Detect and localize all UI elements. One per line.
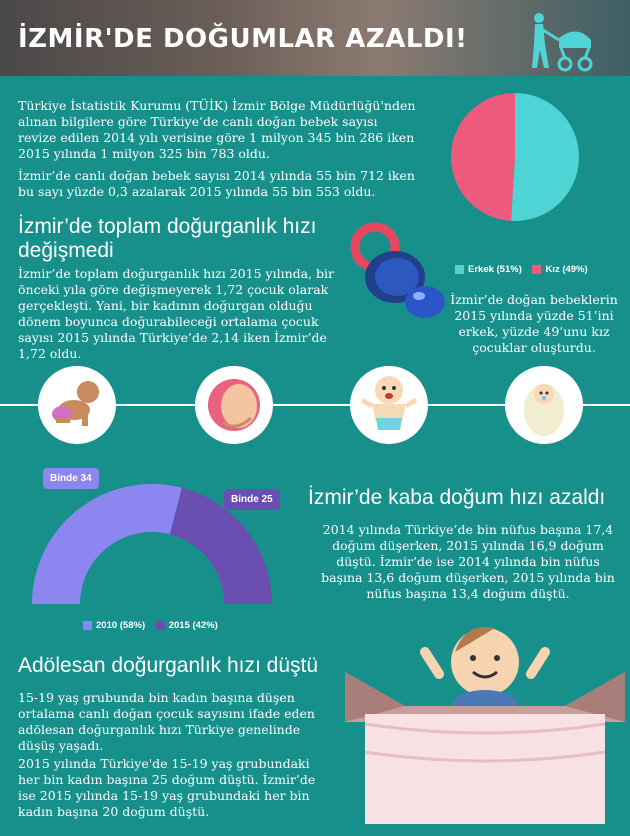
header-banner — [0, 0, 630, 76]
adolescent-heading: Adölesan doğurganlık hızı düştü — [18, 654, 319, 677]
crawling-baby-icon — [38, 366, 116, 444]
adolescent-paragraph-2: 2015 yılında Türkiye'de 15-19 yaş grubundaki her bin kadın başına 25 doğum düştü. İzmir’de ise 2015 yılında 15-19 yaş grubundaki her bin kadın başına 20 doğum düştü. — [18, 756, 316, 819]
gender-paragraph: İzmir’de doğan bebeklerin 2015 yılında yüzde 51’ini erkek, yüzde 49’unu kız çocuklar oluşturdu. — [450, 292, 618, 355]
pregnant-belly-icon — [195, 366, 273, 444]
donut-segment-2010 — [32, 484, 182, 604]
legend-label: Kız (49%) — [545, 264, 588, 275]
swaddled-baby-icon — [505, 366, 583, 444]
legend-swatch — [532, 265, 541, 274]
legend-item-2015 — [156, 620, 218, 631]
legend-item-erkek — [455, 264, 522, 275]
donut-legend — [83, 620, 218, 631]
legend-label: Erkek (51%) — [468, 264, 522, 275]
gender-pie-chart — [450, 92, 580, 222]
callout-2015: Binde 25 — [224, 489, 280, 510]
swaddled-baby-circle — [505, 366, 583, 444]
fertility-paragraph: İzmir’de toplam doğurganlık hızı 2015 yılında, bir önceki yıla göre değişmeyerek 1,72 çocuk olarak gerçekleşti. Yani, bir kadının doğurgan olduğu dönem boyunca doğurabileceği ortalama çocuk sayısı 2015 yılında Türkiye’de 2,14 iken İzmir’de 1,72 oldu. — [18, 266, 334, 361]
crying-baby-icon — [350, 366, 428, 444]
pacifier-icon — [345, 222, 450, 322]
legend-item-kiz — [532, 264, 587, 275]
legend-item-2010 — [83, 620, 145, 631]
crude-birth-heading: İzmir’de kaba doğum hızı azaldı — [308, 486, 606, 509]
legend-swatch — [156, 621, 165, 630]
fertility-heading: İzmir’de toplam doğurganlık hızı değişmedi — [18, 215, 317, 262]
adolescent-paragraph-1: 15-19 yaş grubunda bin kadın başına düşen ortalama canlı doğan çocuk sayısını ifade eden adölesan doğurganlık hızı Türkiye genelinde düşüş yaşadı. — [18, 690, 315, 753]
legend-label: 2015 (42%) — [168, 620, 218, 631]
stroller-icon — [525, 10, 595, 74]
gender-legend — [455, 264, 588, 275]
callout-2010: Binde 34 — [43, 468, 99, 489]
legend-swatch — [83, 621, 92, 630]
legend-label: 2010 (58%) — [96, 620, 146, 631]
crawling-baby-circle — [38, 366, 116, 444]
intro-paragraph-1: Türkiye İstatistik Kurumu (TÜİK) İzmir Bölge Müdürlüğü'nden alınan bilgilere göre Türkiye’de canlı doğan bebek sayısı revize edilen 2014 yılı verisine göre 1 milyon 345 bin 286 iken 2015 yılında 1 milyon 325 bin 783 oldu. — [18, 98, 416, 161]
pregnant-belly-circle — [195, 366, 273, 444]
pie-slice-kiz — [451, 93, 515, 221]
legend-swatch — [455, 265, 464, 274]
pie-slice-erkek — [511, 93, 579, 221]
crying-baby-circle — [350, 366, 428, 444]
baby-in-box-icon — [345, 612, 625, 836]
page-title: İZMİR'DE DOĞUMLAR AZALDI! — [18, 24, 468, 54]
intro-paragraph-2: İzmir’de canlı doğan bebek sayısı 2014 yılında 55 bin 712 iken bu sayı yüzde 0,3 azalarak 2015 yılında 55 bin 553 oldu. — [18, 168, 415, 199]
crude-birth-paragraph: 2014 yılında Türkiye’de bin nüfus başına 17,4 doğum düşerken, 2015 yılında 16,9 doğum düştü. İzmir’de ise 2014 yılında bin nüfus başına 13,6 doğum düşerken, 2015 yılında bin nüfus başına 13,4 doğum düştü. — [321, 522, 615, 601]
